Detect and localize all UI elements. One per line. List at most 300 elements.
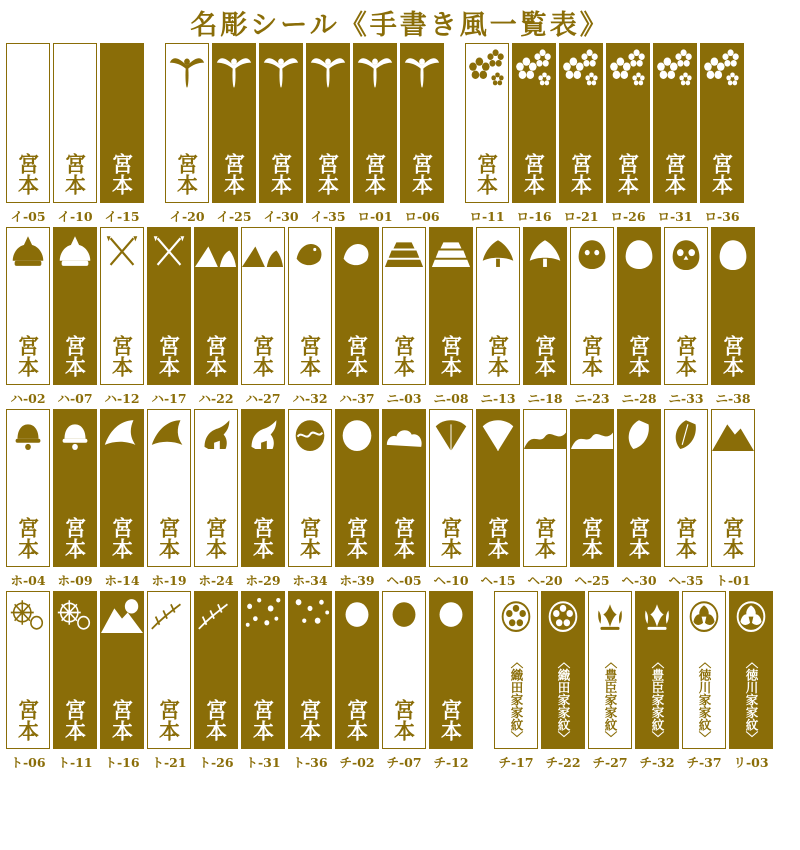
seal-item[interactable] xyxy=(194,409,238,589)
seal-sticker[interactable] xyxy=(429,409,473,567)
seal-item[interactable] xyxy=(288,591,332,771)
sample-name: 宮本 xyxy=(62,699,88,741)
daruma-icon xyxy=(571,228,613,300)
seal-code: ト-26 xyxy=(198,755,234,770)
seal-item[interactable] xyxy=(288,409,332,589)
fuji-pine-icon xyxy=(195,228,237,300)
kamon-label: 〈豊臣家家紋〉 xyxy=(650,655,665,743)
sample-name: 宮本 xyxy=(474,153,500,195)
seal-code: ホ-29 xyxy=(245,573,281,588)
moon-dark-icon xyxy=(430,592,472,664)
seal-item[interactable] xyxy=(382,227,426,407)
sakura-icon xyxy=(701,44,743,117)
seal-item[interactable] xyxy=(653,43,697,225)
dragonfly-icon xyxy=(307,44,349,117)
seal-item[interactable] xyxy=(212,43,256,225)
sample-name: 宮本 xyxy=(15,335,41,377)
sample-name: 宮本 xyxy=(297,335,323,377)
seal-sticker[interactable] xyxy=(335,591,379,749)
sample-name: 宮本 xyxy=(62,517,88,559)
seal-row xyxy=(6,409,794,589)
seal-sticker[interactable] xyxy=(241,409,285,567)
page-title: 名彫シール《手書き風一覧表》 xyxy=(190,10,610,41)
sample-name: 宮本 xyxy=(709,153,735,195)
seal-item[interactable] xyxy=(6,409,50,589)
seal-code: ホ-04 xyxy=(10,573,46,588)
seal-item[interactable] xyxy=(288,227,332,407)
sample-name: 宮本 xyxy=(344,517,370,559)
kamon-label: 〈織田家家紋〉 xyxy=(509,655,524,743)
seal-sticker[interactable] xyxy=(653,43,697,203)
seal-item[interactable] xyxy=(617,409,661,589)
seal-code: ハ-32 xyxy=(292,391,328,406)
sample-name: 宮本 xyxy=(203,517,229,559)
seal-item[interactable] xyxy=(335,591,379,771)
seal-item[interactable] xyxy=(53,227,97,407)
seal-code: イ-10 xyxy=(57,209,93,224)
daruma-icon xyxy=(618,228,660,300)
horse-icon xyxy=(242,410,284,482)
seal-sticker[interactable] xyxy=(635,591,679,749)
seal-sticker[interactable] xyxy=(523,409,567,567)
seal-item[interactable] xyxy=(100,591,144,771)
seal-item[interactable] xyxy=(6,227,50,407)
bell-icon xyxy=(54,410,96,482)
sample-name: 宮本 xyxy=(109,517,135,559)
seal-code: ホ-24 xyxy=(198,573,234,588)
seal-sticker[interactable] xyxy=(664,227,708,385)
seal-sticker[interactable] xyxy=(353,43,397,203)
seal-code: ト-01 xyxy=(715,573,751,588)
seal-code: イ-15 xyxy=(104,209,140,224)
seal-sticker[interactable] xyxy=(465,43,509,203)
dragonfly-icon xyxy=(213,44,255,117)
seal-row xyxy=(6,227,794,407)
seal-code: ヘ-05 xyxy=(386,573,422,588)
owl-icon xyxy=(665,228,707,300)
seal-code: ト-36 xyxy=(292,755,328,770)
seal-item[interactable] xyxy=(570,227,614,407)
sample-name: 宮本 xyxy=(62,153,88,195)
seal-item[interactable] xyxy=(335,409,379,589)
seal-sticker[interactable] xyxy=(100,227,144,385)
seal-item[interactable] xyxy=(711,409,755,589)
seal-sticker[interactable] xyxy=(400,43,444,203)
sample-name: 宮本 xyxy=(438,699,464,741)
sample-name: 宮本 xyxy=(221,153,247,195)
seal-code: ヘ-25 xyxy=(574,573,610,588)
seal-sticker[interactable] xyxy=(382,227,426,385)
seal-sticker[interactable] xyxy=(382,409,426,567)
horse-icon xyxy=(195,410,237,482)
seal-code: イ-25 xyxy=(216,209,252,224)
seal-item[interactable] xyxy=(53,409,97,589)
sakura-fall2-icon xyxy=(289,592,331,664)
fuji-sun-icon xyxy=(101,592,143,664)
sample-name: 宮本 xyxy=(203,335,229,377)
sample-name: 宮本 xyxy=(579,335,605,377)
kabuto-icon xyxy=(54,228,96,300)
mon-toyotomi-icon xyxy=(589,592,631,664)
seal-group xyxy=(465,43,747,225)
sample-name: 宮本 xyxy=(156,517,182,559)
seal-item[interactable] xyxy=(541,591,585,771)
wave-circle-icon xyxy=(336,410,378,482)
seal-group xyxy=(165,43,447,225)
seal-code: ニ-33 xyxy=(668,391,704,406)
wave-icon xyxy=(524,410,566,482)
seal-sticker[interactable] xyxy=(570,409,614,567)
seal-item[interactable] xyxy=(476,409,520,589)
seal-sticker[interactable] xyxy=(512,43,556,203)
sample-name: 宮本 xyxy=(438,335,464,377)
mon-toyotomi-icon xyxy=(636,592,678,664)
seal-code: ホ-09 xyxy=(57,573,93,588)
seal-code: ロ-16 xyxy=(516,209,552,224)
sample-name: 宮本 xyxy=(362,153,388,195)
seal-sticker[interactable] xyxy=(147,227,191,385)
seal-group xyxy=(494,591,776,771)
fireworks-icon xyxy=(7,592,49,664)
seal-sticker[interactable] xyxy=(288,591,332,749)
dragonfly-icon xyxy=(260,44,302,117)
seal-code: チ-07 xyxy=(386,755,422,770)
seal-group xyxy=(6,409,758,589)
seal-code: ニ-18 xyxy=(527,391,563,406)
sample-name: 宮本 xyxy=(250,517,276,559)
seal-item[interactable] xyxy=(588,591,632,771)
bell-icon xyxy=(7,410,49,482)
seal-code: ハ-27 xyxy=(245,391,281,406)
wave-icon xyxy=(571,410,613,482)
seal-code: ト-21 xyxy=(151,755,187,770)
seal-item[interactable] xyxy=(100,409,144,589)
mon-tokugawa-icon xyxy=(683,592,725,664)
seal-sticker[interactable] xyxy=(382,591,426,749)
seal-sticker[interactable] xyxy=(288,409,332,567)
seal-item[interactable] xyxy=(700,43,744,225)
sample-name: 宮本 xyxy=(174,153,200,195)
mon-tokugawa-icon xyxy=(730,592,772,664)
seal-code: ト-11 xyxy=(57,755,93,770)
seal-item[interactable] xyxy=(353,43,397,225)
seal-code: チ-02 xyxy=(339,755,375,770)
seal-code: ニ-28 xyxy=(621,391,657,406)
sample-name: 宮本 xyxy=(203,699,229,741)
seal-code: ニ-08 xyxy=(433,391,469,406)
seal-item[interactable] xyxy=(259,43,303,225)
seal-item[interactable] xyxy=(494,591,538,771)
seal-code: ハ-37 xyxy=(339,391,375,406)
fuji-pine-icon xyxy=(242,228,284,300)
sample-name: 宮本 xyxy=(156,335,182,377)
seal-sticker[interactable] xyxy=(541,591,585,749)
seal-code: ロ-06 xyxy=(404,209,440,224)
seal-sticker[interactable] xyxy=(476,227,520,385)
seal-sticker[interactable] xyxy=(147,591,191,749)
seal-item[interactable] xyxy=(664,227,708,407)
sample-name: 宮本 xyxy=(720,517,746,559)
seal-sticker[interactable] xyxy=(570,227,614,385)
seal-sticker[interactable] xyxy=(523,227,567,385)
seal-item[interactable] xyxy=(617,227,661,407)
bird-icon xyxy=(289,228,331,300)
seal-sticker[interactable] xyxy=(100,409,144,567)
seal-item[interactable] xyxy=(635,591,679,771)
sample-name: 宮本 xyxy=(15,699,41,741)
seal-sticker[interactable] xyxy=(476,409,520,567)
seal-sticker[interactable] xyxy=(682,591,726,749)
sample-name: 宮本 xyxy=(344,699,370,741)
seal-sticker[interactable] xyxy=(6,591,50,749)
seal-item[interactable] xyxy=(53,591,97,771)
sample-name: 宮本 xyxy=(720,335,746,377)
seal-sticker[interactable] xyxy=(335,227,379,385)
seal-item[interactable] xyxy=(241,591,285,771)
seal-sticker[interactable] xyxy=(664,409,708,567)
seal-sticker[interactable] xyxy=(700,43,744,203)
plain-icon xyxy=(101,44,143,117)
sample-name: 宮本 xyxy=(626,335,652,377)
seal-code: ハ-17 xyxy=(151,391,187,406)
leaf-icon xyxy=(618,410,660,482)
seal-code: ニ-13 xyxy=(480,391,516,406)
seal-sticker[interactable] xyxy=(6,409,50,567)
seal-code: ロ-36 xyxy=(704,209,740,224)
seal-item[interactable] xyxy=(194,227,238,407)
seal-sticker[interactable] xyxy=(259,43,303,203)
seal-group xyxy=(6,591,476,771)
cloud-icon xyxy=(383,410,425,482)
seal-item[interactable] xyxy=(429,227,473,407)
sample-name: 宮本 xyxy=(297,517,323,559)
seal-group xyxy=(6,43,147,225)
seal-code: ホ-39 xyxy=(339,573,375,588)
dragonfly-icon xyxy=(401,44,443,117)
hawk-icon xyxy=(101,410,143,482)
seal-item[interactable] xyxy=(523,409,567,589)
fireworks-icon xyxy=(54,592,96,664)
seal-row xyxy=(6,43,794,225)
seal-code: イ-30 xyxy=(263,209,299,224)
seal-item[interactable] xyxy=(465,43,509,225)
sample-name: 宮本 xyxy=(626,517,652,559)
seal-item[interactable] xyxy=(606,43,650,225)
dragonfly-icon xyxy=(354,44,396,117)
sample-name: 宮本 xyxy=(109,335,135,377)
seal-item[interactable] xyxy=(476,227,520,407)
sample-name: 宮本 xyxy=(615,153,641,195)
seal-sticker[interactable] xyxy=(429,227,473,385)
seal-sticker[interactable] xyxy=(53,591,97,749)
seal-item[interactable] xyxy=(53,43,97,225)
seal-item[interactable] xyxy=(335,227,379,407)
fan-icon xyxy=(430,410,472,482)
seal-sticker[interactable] xyxy=(335,409,379,567)
seal-code: ヘ-30 xyxy=(621,573,657,588)
sample-name: 宮本 xyxy=(409,153,435,195)
seal-item[interactable] xyxy=(306,43,350,225)
seal-sticker[interactable] xyxy=(711,409,755,567)
seal-sticker[interactable] xyxy=(6,227,50,385)
sakura-icon xyxy=(513,44,555,117)
castle-icon xyxy=(383,228,425,300)
seal-item[interactable] xyxy=(729,591,773,771)
seal-code: イ-05 xyxy=(10,209,46,224)
seal-sticker[interactable] xyxy=(729,591,773,749)
seal-item[interactable] xyxy=(682,591,726,771)
seal-item[interactable] xyxy=(241,409,285,589)
seal-item[interactable] xyxy=(165,43,209,225)
seal-code: チ-27 xyxy=(592,755,628,770)
plain-icon xyxy=(7,44,49,117)
seal-item[interactable] xyxy=(382,409,426,589)
sakura-fall-icon xyxy=(242,592,284,664)
seal-code: ロ-01 xyxy=(357,209,393,224)
sample-name: 宮本 xyxy=(15,517,41,559)
seal-item[interactable] xyxy=(400,43,444,225)
seal-code: ニ-38 xyxy=(715,391,751,406)
seal-item[interactable] xyxy=(664,409,708,589)
sample-name: 宮本 xyxy=(579,517,605,559)
leaf-icon xyxy=(665,410,707,482)
seal-sticker[interactable] xyxy=(53,409,97,567)
seal-code: ハ-12 xyxy=(104,391,140,406)
sample-name: 宮本 xyxy=(156,699,182,741)
kabuto-icon xyxy=(7,228,49,300)
seal-sticker[interactable] xyxy=(165,43,209,203)
seal-sticker[interactable] xyxy=(606,43,650,203)
seal-item[interactable] xyxy=(100,227,144,407)
moon-dark-icon xyxy=(383,592,425,664)
castle-icon xyxy=(430,228,472,300)
seal-sticker[interactable] xyxy=(6,43,50,203)
sakura-icon xyxy=(466,44,508,117)
pine-branch-icon xyxy=(195,592,237,664)
seal-item[interactable] xyxy=(6,591,50,771)
seal-item[interactable] xyxy=(147,409,191,589)
sample-name: 宮本 xyxy=(391,335,417,377)
seal-sticker[interactable] xyxy=(241,591,285,749)
seal-sticker[interactable] xyxy=(494,591,538,749)
sample-name: 宮本 xyxy=(485,335,511,377)
seal-item[interactable] xyxy=(241,227,285,407)
seal-item[interactable] xyxy=(570,409,614,589)
seal-sticker[interactable] xyxy=(617,227,661,385)
seal-sticker[interactable] xyxy=(194,591,238,749)
seal-item[interactable] xyxy=(147,591,191,771)
mon-oda-icon xyxy=(542,592,584,664)
sample-name: 宮本 xyxy=(109,153,135,195)
seal-item[interactable] xyxy=(429,409,473,589)
seal-code: チ-37 xyxy=(686,755,722,770)
seal-item[interactable] xyxy=(147,227,191,407)
seal-sticker[interactable] xyxy=(194,409,238,567)
plain-icon xyxy=(54,44,96,117)
sample-name: 宮本 xyxy=(15,153,41,195)
seal-sticker[interactable] xyxy=(194,227,238,385)
seal-code: ヘ-35 xyxy=(668,573,704,588)
seal-code: チ-32 xyxy=(639,755,675,770)
kamon-label: 〈織田家家紋〉 xyxy=(556,655,571,743)
arrows-icon xyxy=(148,228,190,300)
seal-sticker[interactable] xyxy=(617,409,661,567)
sample-name: 宮本 xyxy=(532,335,558,377)
seal-sticker[interactable] xyxy=(100,591,144,749)
seal-item[interactable] xyxy=(429,591,473,771)
seal-code: ロ-31 xyxy=(657,209,693,224)
seal-group xyxy=(6,227,758,407)
sakura-icon xyxy=(654,44,696,117)
seal-code: ヘ-15 xyxy=(480,573,516,588)
seal-sticker[interactable] xyxy=(306,43,350,203)
sample-name: 宮本 xyxy=(315,153,341,195)
seal-sticker[interactable] xyxy=(588,591,632,749)
seal-code: チ-17 xyxy=(498,755,534,770)
seal-sticker[interactable] xyxy=(429,591,473,749)
seal-code: ハ-02 xyxy=(10,391,46,406)
seal-item[interactable] xyxy=(559,43,603,225)
seal-code: ハ-07 xyxy=(57,391,93,406)
wave-circle-icon xyxy=(289,410,331,482)
seal-sticker[interactable] xyxy=(53,227,97,385)
seal-item[interactable] xyxy=(382,591,426,771)
sample-name: 宮本 xyxy=(109,699,135,741)
seal-sticker[interactable] xyxy=(559,43,603,203)
kamon-label: 〈徳川家家紋〉 xyxy=(697,655,712,743)
seal-code: ホ-14 xyxy=(104,573,140,588)
seal-sticker[interactable] xyxy=(241,227,285,385)
sample-name: 宮本 xyxy=(344,335,370,377)
seal-sticker[interactable] xyxy=(53,43,97,203)
seal-sticker[interactable] xyxy=(100,43,144,203)
seal-item[interactable] xyxy=(6,43,50,225)
seal-code: ホ-34 xyxy=(292,573,328,588)
seal-rows xyxy=(0,43,800,771)
dragonfly-icon xyxy=(166,44,208,117)
sample-name: 宮本 xyxy=(662,153,688,195)
seal-item[interactable] xyxy=(100,43,144,225)
sample-name: 宮本 xyxy=(62,335,88,377)
seal-item[interactable] xyxy=(711,227,755,407)
seal-sticker[interactable] xyxy=(147,409,191,567)
sample-name: 宮本 xyxy=(297,699,323,741)
seal-code: ニ-23 xyxy=(574,391,610,406)
mon-oda-icon xyxy=(495,592,537,664)
seal-item[interactable] xyxy=(194,591,238,771)
seal-code: イ-35 xyxy=(310,209,346,224)
sample-name: 宮本 xyxy=(250,699,276,741)
sample-name: 宮本 xyxy=(438,517,464,559)
pine-icon xyxy=(477,228,519,300)
seal-sticker[interactable] xyxy=(288,227,332,385)
seal-sticker[interactable] xyxy=(711,227,755,385)
pine-branch-icon xyxy=(148,592,190,664)
kamon-label: 〈徳川家家紋〉 xyxy=(744,655,759,743)
seal-code: イ-20 xyxy=(169,209,205,224)
seal-code: ト-06 xyxy=(10,755,46,770)
seal-item[interactable] xyxy=(523,227,567,407)
seal-code: チ-22 xyxy=(545,755,581,770)
seal-item[interactable] xyxy=(512,43,556,225)
seal-sticker[interactable] xyxy=(212,43,256,203)
sakura-icon xyxy=(560,44,602,117)
seal-code: ヘ-10 xyxy=(433,573,469,588)
sample-name: 宮本 xyxy=(485,517,511,559)
sample-name: 宮本 xyxy=(532,517,558,559)
hawk-icon xyxy=(148,410,190,482)
moon-icon xyxy=(336,592,378,664)
